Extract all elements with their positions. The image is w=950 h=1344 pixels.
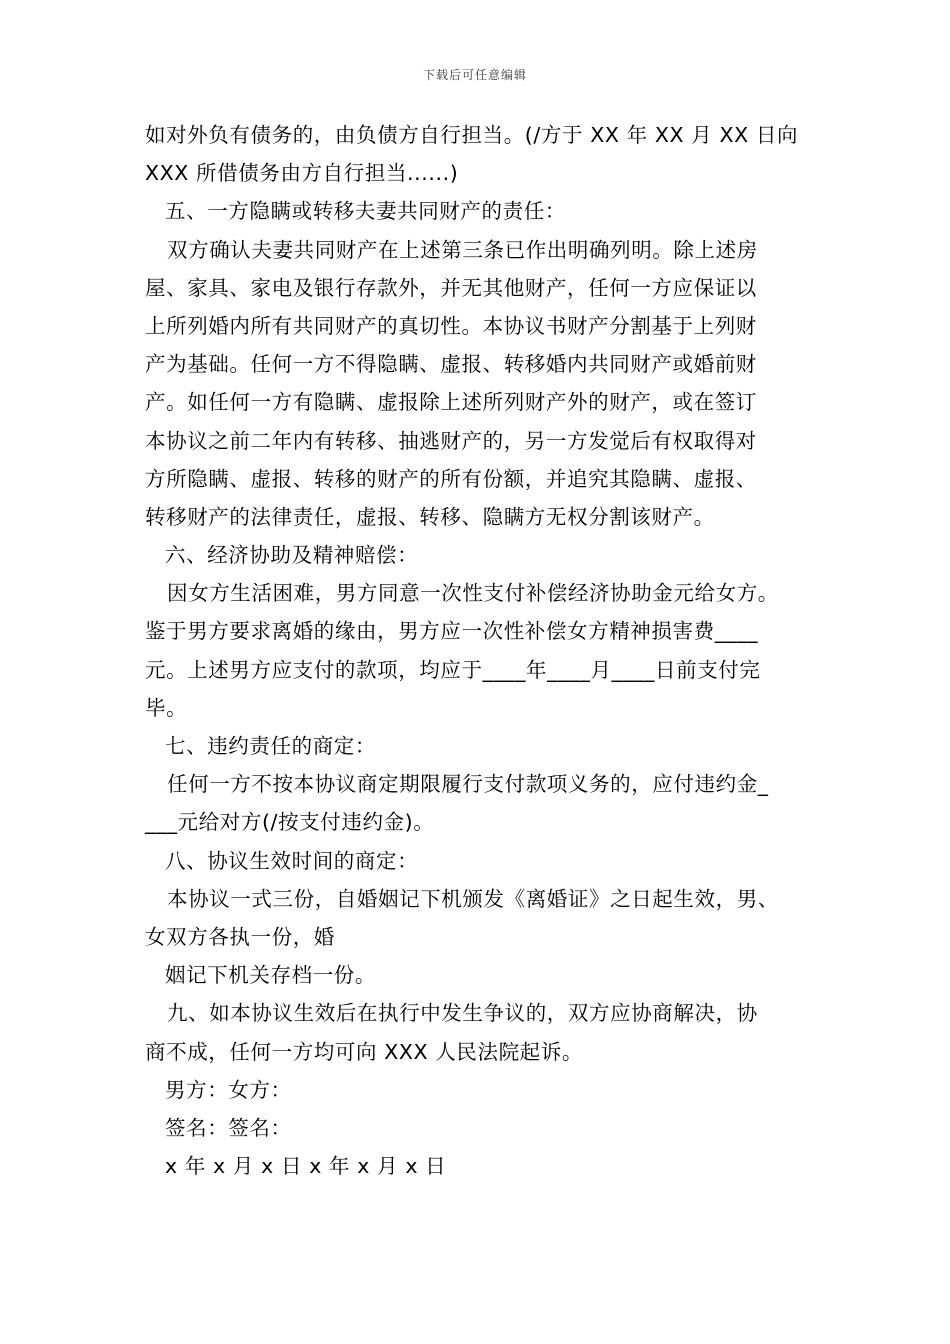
text-line: 屋、家具、家电及银行存款外，并无其他财产，任何一方应保证以 <box>145 275 757 300</box>
text-line: 女双方各执一份，婚 <box>145 924 335 949</box>
page-header: 下载后可任意编辑 <box>422 68 527 82</box>
section-heading-8: 八、协议生效时间的商定： <box>165 848 419 873</box>
text-line: 毕。 <box>145 695 188 720</box>
text-line: 方所隐瞒、虚报、转移的财产的所有份额，并追究其隐瞒、虚报、 <box>145 466 757 491</box>
section-heading-7: 七、违约责任的商定： <box>165 734 376 758</box>
party-labels: 男方：女方： <box>165 1077 292 1102</box>
text-line: 本协议一式三份，自婚姻记下机颁发《离婚证》之日起生效，男、 <box>167 886 779 911</box>
text-line: 姻记下机关存档一份。 <box>165 963 376 988</box>
section-heading-6: 六、经济协助及精神赔偿： <box>165 543 419 568</box>
text-line: 产。如任何一方有隐瞒、虚报除上述所列财产外的财产，或在签订 <box>145 390 757 415</box>
text-line: 任何一方不按本协议商定期限履行支付款项义务的，应付违约金_ <box>167 772 769 797</box>
text-line: 上所列婚内所有共同财产的真切性。本协议书财产分割基于上列财 <box>145 313 757 338</box>
text-line: XXX 所借债务由方自行担当......) <box>145 161 459 186</box>
text-line: 因女方生活困难，男方同意一次性支付补偿经济协助金元给女方。 <box>167 581 779 606</box>
text-line: 双方确认夫妻共同财产在上述第三条已作出明确列明。除上述房 <box>167 237 758 262</box>
text-line: 转移财产的法律责任，虚报、转移、隐瞒方无权分割该财产。 <box>145 504 715 529</box>
signature-labels: 签名：签名： <box>165 1115 292 1140</box>
section-heading-9: 九、如本协议生效后在执行中发生争议的，双方应协商解决，协 <box>167 1001 758 1026</box>
section-heading-5: 五、一方隐瞒或转移夫妻共同财产的责任： <box>165 199 566 224</box>
text-line: 如对外负有债务的，由负债方自行担当。(/方于 XX 年 XX 月 XX 日向 <box>145 123 799 147</box>
text-line: 商不成，任何一方均可向 XXX 人民法院起诉。 <box>145 1039 583 1064</box>
text-line: 本协议之前二年内有转移、抽逃财产的，另一方发觉后有权取得对 <box>145 428 757 453</box>
text-line: 元。上述男方应支付的款项，均应于____年____月____日前支付完 <box>145 657 761 682</box>
text-line: 产为基础。任何一方不得隐瞒、虚报、转移婚内共同财产或婚前财 <box>145 352 757 377</box>
document-body <box>145 116 815 1185</box>
text-line: 鉴于男方要求离婚的缘由，男方应一次性补偿女方精神损害费____ <box>145 619 759 644</box>
text-line: ___元给对方(/按支付违约金)。 <box>145 810 435 835</box>
signature-dates: x 年 x 月 x 日 x 年 x 月 x 日 <box>165 1154 447 1179</box>
